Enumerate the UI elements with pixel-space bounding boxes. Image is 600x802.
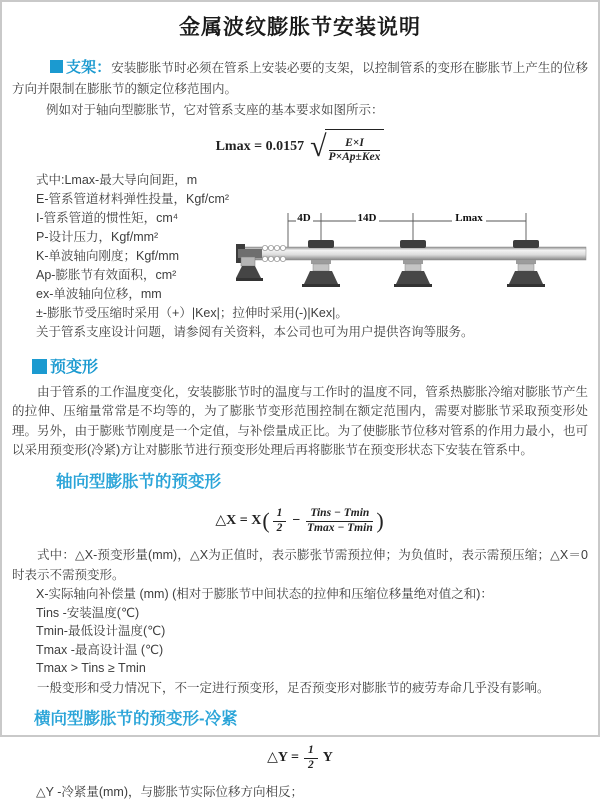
sqrt-radical-icon: √ <box>310 129 327 163</box>
temperature-fraction: $\frac{\text{Tins − Tmin}}{Tmax - Tmin}$ <box>306 506 373 534</box>
support-example-text: 例如对于轴向型膨胀节，它对管系支座的基本要求如图所示： <box>46 102 384 117</box>
lmax-formula-numerator: E×I <box>329 137 381 152</box>
service-note: 关于管系支座设计问题，请参阅有关资料，本公司也可为用户提供咨询等服务。 <box>36 325 474 340</box>
definition-line: 式中:Lmax-最大导向间距，m <box>36 173 198 188</box>
support-paragraph <box>12 57 588 100</box>
lmax-formula <box>12 129 588 166</box>
axial-formula-lhs: △X = X <box>215 512 262 528</box>
lateral-formula <box>12 740 588 776</box>
open-paren: ( <box>262 508 270 534</box>
section-square-icon <box>50 60 63 73</box>
section-square-icon <box>32 359 47 374</box>
axial-note2: 一般变形和受力情况下，不一定进行预变形，足否预变形对膨胀节的疲劳寿命几乎没有影响。 <box>37 680 550 695</box>
axial-item: Tmax -最高设计温 (℃) <box>36 642 164 657</box>
support-section-heading: 支架： <box>66 58 112 76</box>
axial-item: Tmin-最低设计温度(℃) <box>36 624 166 639</box>
predeform-section-heading: 预变形 <box>32 355 588 381</box>
page-title: 金属波纹膨胀节安装说明 <box>179 16 421 39</box>
axial-item: X-实际轴向补偿量 (mm) (相对于膨胀节中间状态的拉伸和压缩位移量绝对值之和)： <box>36 587 493 602</box>
axial-items-list <box>12 585 588 678</box>
predeform-paragraph: 由于管系的工作温度变化，安装膨胀节时的温度与工作时的温度不同，管系热膨胀冷缩对膨胀节产生的拉伸、压缩量常常是不均等的，为了膨胀节变形范围控制在额定范围内，需要对膨胀节采取预变形处理。另外，由于膨账节刚度是一个定值，与补偿量成正比。为了使膨胀节位移对管系的作用力最小，也可以采用预变形(冷紧)方让对膨胀节进行预变形处理后再将膨胀节在预变形状态下安装在管系中。 <box>12 384 588 458</box>
formula-definitions-list <box>12 171 236 304</box>
minus-sign: − <box>292 512 301 528</box>
definition-line: E-管系管道材料弹性投量，Kgf/cm² <box>36 192 230 207</box>
axial-formula <box>12 503 588 539</box>
axial-section-heading: 轴向型膨胀节的预变形 <box>56 472 221 491</box>
half-fraction: $\frac{1}{2}$ <box>304 744 318 773</box>
definitions-and-diagram-row <box>12 171 588 304</box>
dim-label-14d: 14D <box>357 212 377 225</box>
definition-line: Ap-膨胀节有效面积，cm² <box>36 268 177 283</box>
lateral-formula-lhs: △Y = <box>267 749 299 765</box>
half-fraction: $\frac{1}{2}$ <box>273 507 287 536</box>
lateral-note: △Y -冷紧量(mm)，与膨胀节实际位移方向相反； <box>36 785 304 800</box>
definition-line: P-设计压力，Kgf/mm² <box>36 230 159 245</box>
axial-note1: 式中：△X-预变形量(mm)，△X为正值时，表示膨张节需预拉伸；为负值时，表示需预压缩；△X＝0时表示不需预变形。 <box>12 548 588 583</box>
definition-line: ex-单波轴向位移，mm <box>36 287 162 302</box>
axial-item: Tmax > Tins ≥ Tmin <box>36 661 146 676</box>
dim-label-lmax: Lmax <box>455 212 483 225</box>
lateral-formula-rhs: Y <box>322 749 333 765</box>
pm-kex-note: ±-膨胀节受压缩时采用（+）|Kex|；拉伸时采用(-)|Kex|。 <box>36 306 348 321</box>
dim-label-4d: 4D <box>297 212 311 225</box>
axial-item: Tins -安装温度(℃) <box>36 605 140 620</box>
pipe-support-diagram <box>236 171 588 304</box>
pipe <box>244 247 586 260</box>
lateral-section-heading: 横向型膨胀节的预变形-冷紧 <box>34 709 238 728</box>
lmax-formula-denominator: P×Ap±Kex <box>328 151 381 164</box>
definition-line: I-管系管道的惯性矩，cm⁴ <box>36 211 179 226</box>
lmax-formula-lhs: Lmax = 0.0157 <box>215 138 305 154</box>
left-anchor-support <box>236 244 263 281</box>
sqrt-vinculum <box>325 129 385 166</box>
support-intro-text: 安装膨胀节时必须在管系上安装必要的支架，以控制管系的变形在膨胀节上产生的位移方向并限制在膨胀节的额定位移范围内。 <box>12 60 588 96</box>
definition-line: K-单波轴向刚度；Kgf/mm <box>36 249 180 264</box>
close-paren: ) <box>376 508 384 534</box>
